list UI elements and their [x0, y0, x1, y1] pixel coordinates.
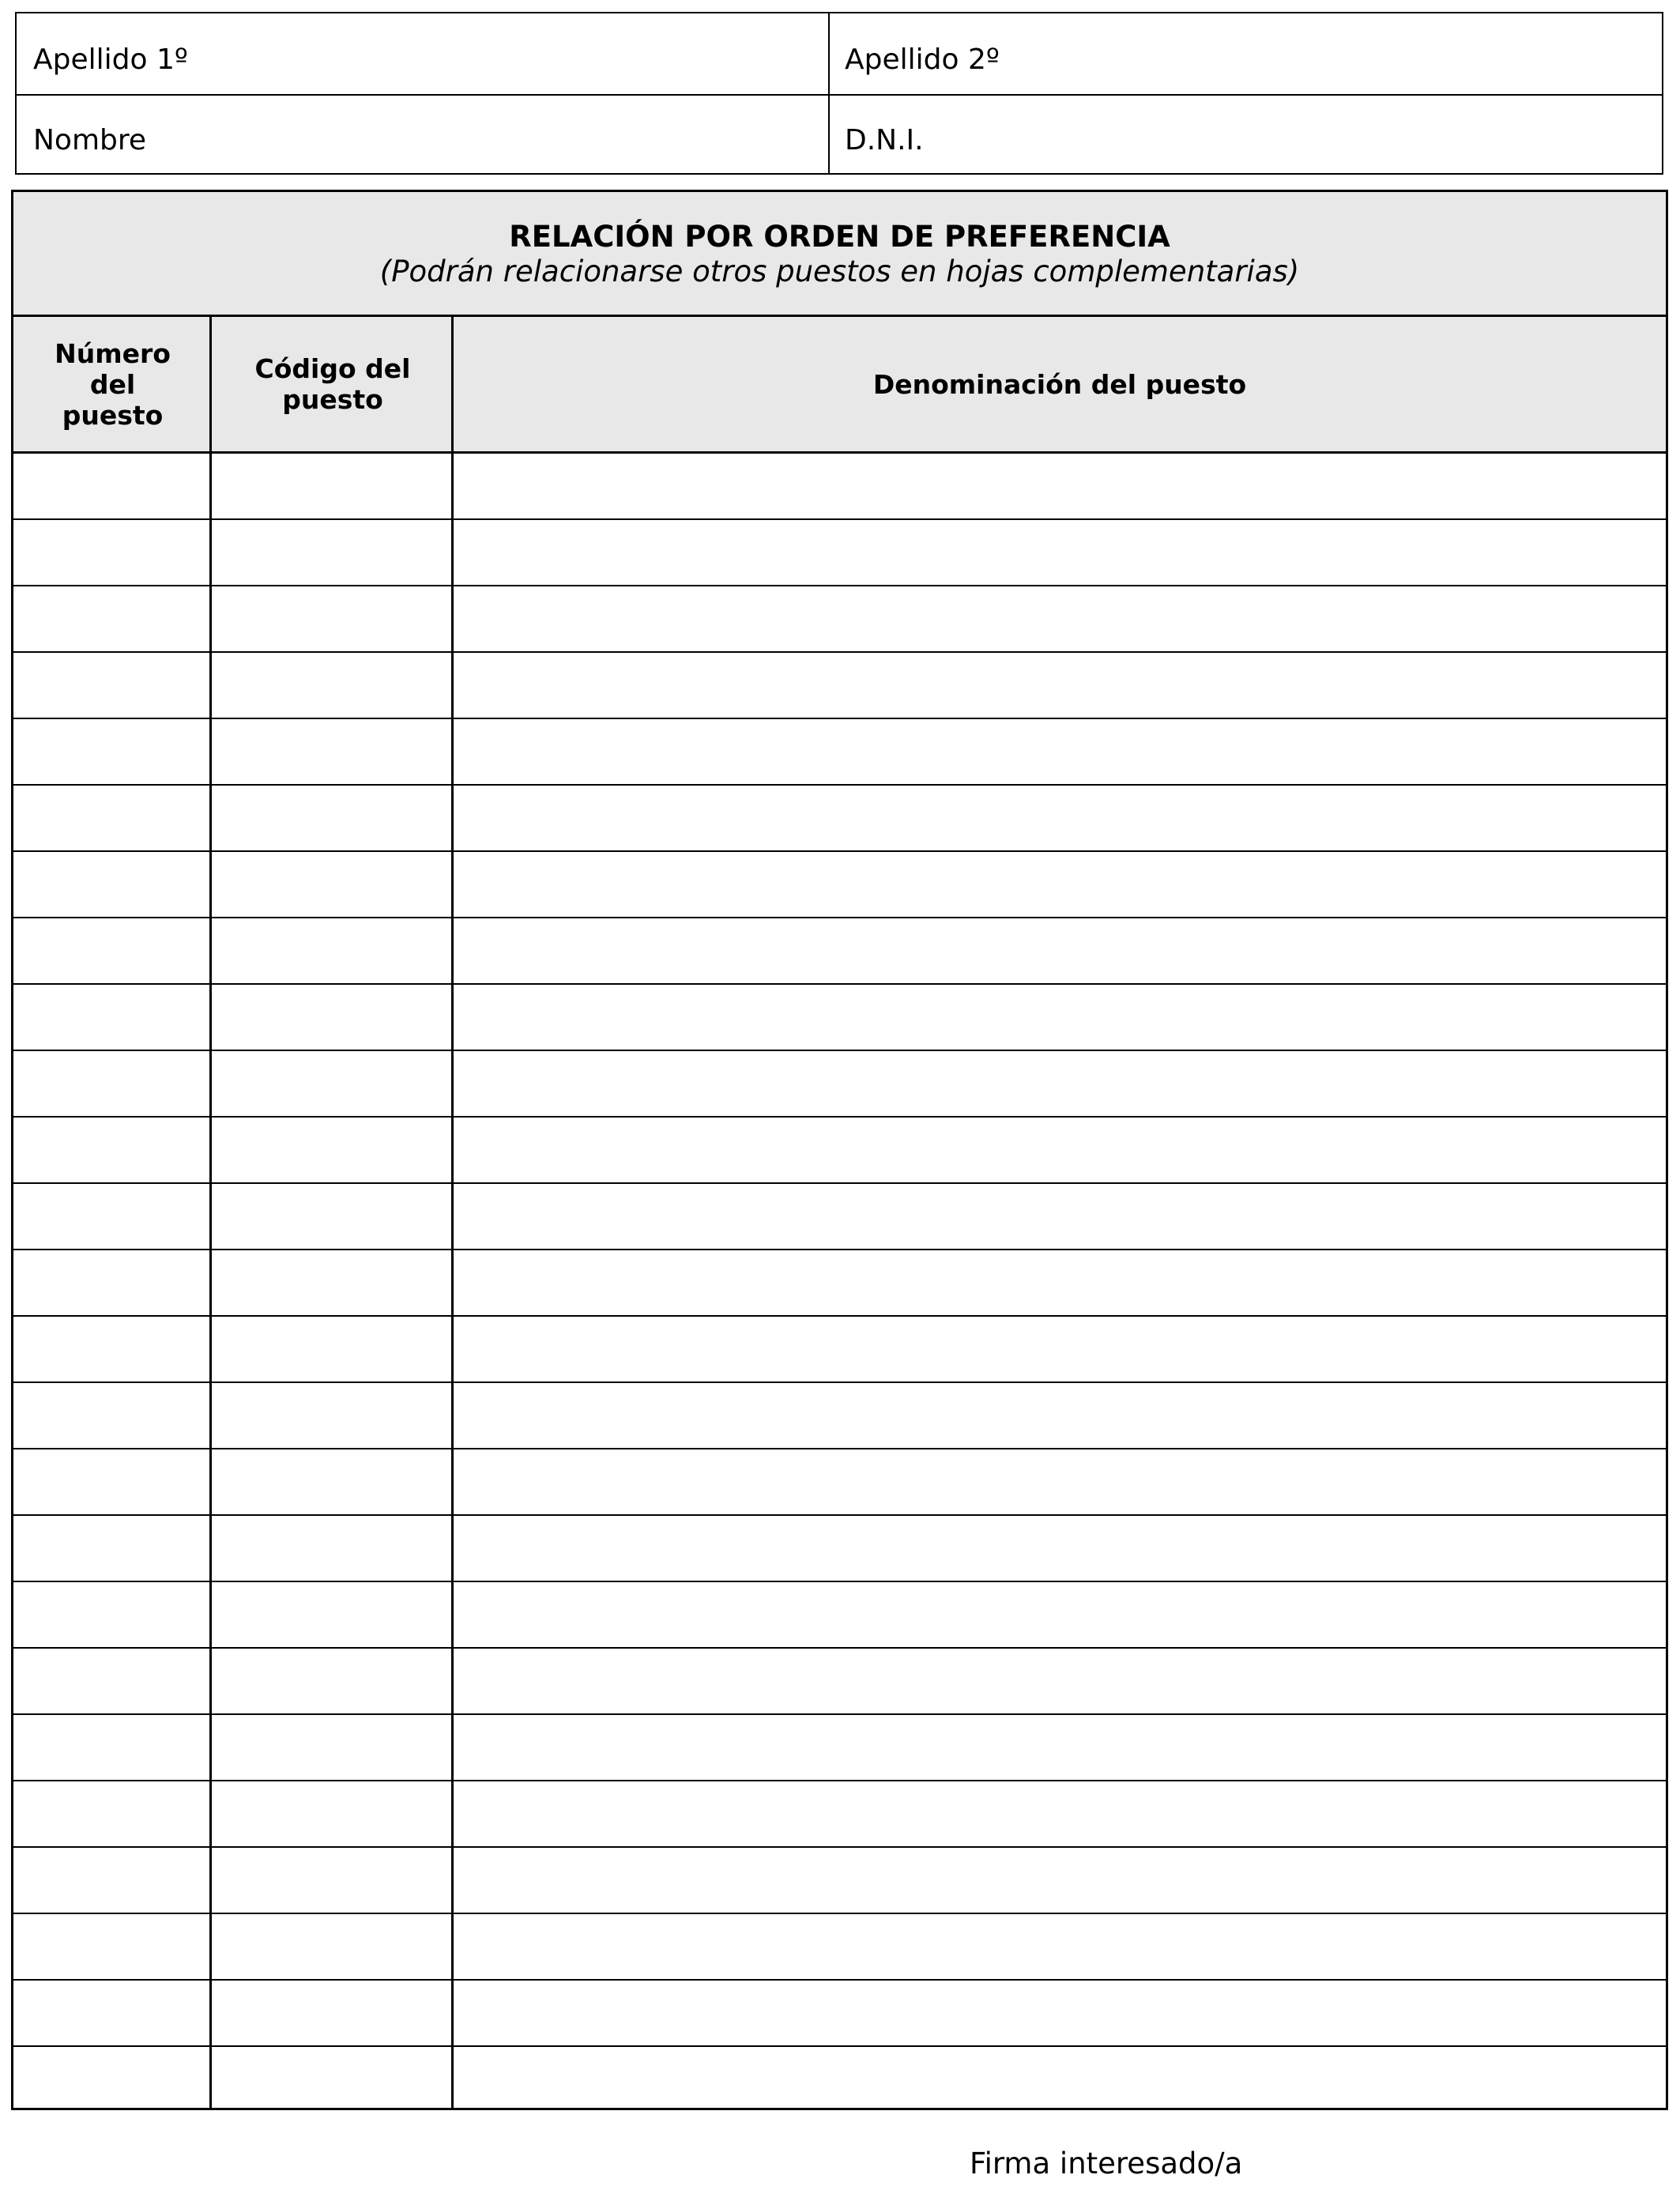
- cell-codigo[interactable]: [212, 2047, 454, 2113]
- table-row: [13, 1981, 1666, 2047]
- column-divider-2: [451, 317, 454, 2108]
- cell-numero[interactable]: [13, 1118, 212, 1182]
- dni-field[interactable]: D.N.I.: [845, 124, 924, 156]
- cell-codigo[interactable]: [212, 1250, 454, 1315]
- cell-denominacion[interactable]: [454, 786, 1666, 850]
- cell-codigo[interactable]: [212, 1516, 454, 1581]
- nombre-field[interactable]: Nombre: [33, 124, 147, 156]
- cell-denominacion[interactable]: [454, 2047, 1666, 2113]
- apellido2-field[interactable]: Apellido 2º: [845, 43, 1000, 76]
- cell-codigo[interactable]: [212, 786, 454, 850]
- cell-numero[interactable]: [13, 1981, 212, 2045]
- cell-codigo[interactable]: [212, 1981, 454, 2045]
- cell-denominacion[interactable]: [454, 1981, 1666, 2045]
- cell-numero[interactable]: [13, 1250, 212, 1315]
- cell-denominacion[interactable]: [454, 1781, 1666, 1846]
- cell-denominacion[interactable]: [454, 1051, 1666, 1116]
- table-row: [13, 1449, 1666, 1516]
- preference-table-header: [13, 317, 1666, 454]
- cell-denominacion[interactable]: [454, 1715, 1666, 1780]
- cell-denominacion[interactable]: [454, 1250, 1666, 1315]
- personal-row-divider: [17, 94, 1662, 96]
- cell-codigo[interactable]: [212, 1383, 454, 1448]
- cell-numero[interactable]: [13, 1848, 212, 1913]
- cell-codigo[interactable]: [212, 1914, 454, 1979]
- cell-denominacion[interactable]: [454, 1582, 1666, 1647]
- table-row: [13, 1649, 1666, 1715]
- cell-codigo[interactable]: [212, 1118, 454, 1182]
- cell-numero[interactable]: [13, 586, 212, 651]
- column-header-denominacion: Denominación del puesto: [872, 368, 1247, 400]
- cell-numero[interactable]: [13, 1383, 212, 1448]
- cell-numero[interactable]: [13, 1051, 212, 1116]
- preference-table-title: RELACIÓN POR ORDEN DE PREFERENCIA: [509, 220, 1170, 254]
- signature-label: Firma interesado/a: [970, 2147, 1243, 2181]
- cell-numero[interactable]: [13, 1914, 212, 1979]
- cell-numero[interactable]: [13, 786, 212, 850]
- table-row: [13, 1250, 1666, 1317]
- table-row: [13, 586, 1666, 653]
- table-row: [13, 1781, 1666, 1848]
- cell-codigo[interactable]: [212, 520, 454, 585]
- table-row: [13, 1848, 1666, 1914]
- cell-codigo[interactable]: [212, 1582, 454, 1647]
- apellido1-field[interactable]: Apellido 1º: [33, 43, 188, 76]
- cell-denominacion[interactable]: [454, 1449, 1666, 1514]
- preference-table-title-block: [13, 192, 1666, 317]
- personal-column-divider: [828, 13, 830, 173]
- cell-denominacion[interactable]: [454, 985, 1666, 1050]
- cell-numero[interactable]: [13, 852, 212, 917]
- cell-numero[interactable]: [13, 1184, 212, 1249]
- cell-codigo[interactable]: [212, 653, 454, 718]
- cell-denominacion[interactable]: [454, 454, 1666, 518]
- cell-codigo[interactable]: [212, 918, 454, 983]
- cell-codigo[interactable]: [212, 1649, 454, 1713]
- cell-numero[interactable]: [13, 1582, 212, 1647]
- cell-numero[interactable]: [13, 1781, 212, 1846]
- cell-codigo[interactable]: [212, 719, 454, 784]
- cell-denominacion[interactable]: [454, 586, 1666, 651]
- cell-codigo[interactable]: [212, 985, 454, 1050]
- column-header-codigo: Código del puesto: [254, 353, 411, 415]
- cell-codigo[interactable]: [212, 1781, 454, 1846]
- cell-numero[interactable]: [13, 719, 212, 784]
- cell-codigo[interactable]: [212, 1848, 454, 1913]
- table-row: [13, 719, 1666, 786]
- cell-codigo[interactable]: [212, 1051, 454, 1116]
- table-row: [13, 1715, 1666, 1781]
- table-row: [13, 1184, 1666, 1250]
- cell-denominacion[interactable]: [454, 1118, 1666, 1182]
- cell-numero[interactable]: [13, 520, 212, 585]
- table-row: [13, 2047, 1666, 2113]
- cell-numero[interactable]: [13, 1649, 212, 1713]
- table-row: [13, 1383, 1666, 1449]
- table-row: [13, 1317, 1666, 1383]
- table-row: [13, 918, 1666, 985]
- cell-denominacion[interactable]: [454, 852, 1666, 917]
- personal-data-box: [15, 12, 1663, 175]
- cell-numero[interactable]: [13, 1449, 212, 1514]
- cell-numero[interactable]: [13, 454, 212, 518]
- cell-codigo[interactable]: [212, 454, 454, 518]
- table-row: [13, 1582, 1666, 1649]
- table-row: [13, 786, 1666, 852]
- cell-denominacion[interactable]: [454, 1848, 1666, 1913]
- preference-table: [11, 190, 1668, 2110]
- column-divider-1: [209, 317, 212, 2108]
- table-row: [13, 1051, 1666, 1118]
- table-row: [13, 653, 1666, 719]
- table-row: [13, 852, 1666, 918]
- cell-denominacion[interactable]: [454, 1317, 1666, 1381]
- preference-table-subtitle: (Podrán relacionarse otros puestos en hojas complementarias): [379, 254, 1300, 288]
- cell-numero[interactable]: [13, 2047, 212, 2113]
- cell-denominacion[interactable]: [454, 1383, 1666, 1448]
- cell-numero[interactable]: [13, 1516, 212, 1581]
- cell-denominacion[interactable]: [454, 1914, 1666, 1979]
- cell-denominacion[interactable]: [454, 1184, 1666, 1249]
- cell-denominacion[interactable]: [454, 520, 1666, 585]
- cell-numero[interactable]: [13, 918, 212, 983]
- cell-denominacion[interactable]: [454, 653, 1666, 718]
- table-row: [13, 454, 1666, 520]
- table-row: [13, 1516, 1666, 1582]
- table-row: [13, 520, 1666, 586]
- table-row: [13, 1118, 1666, 1184]
- cell-codigo[interactable]: [212, 586, 454, 651]
- cell-codigo[interactable]: [212, 1449, 454, 1514]
- cell-denominacion[interactable]: [454, 1649, 1666, 1713]
- cell-denominacion[interactable]: [454, 918, 1666, 983]
- cell-numero[interactable]: [13, 653, 212, 718]
- cell-numero[interactable]: [13, 1317, 212, 1381]
- cell-numero[interactable]: [13, 1715, 212, 1780]
- preference-table-body: [13, 454, 1666, 2113]
- cell-codigo[interactable]: [212, 1184, 454, 1249]
- column-header-numero: Número del puesto: [55, 337, 171, 431]
- table-row: [13, 1914, 1666, 1981]
- cell-codigo[interactable]: [212, 1317, 454, 1381]
- cell-numero[interactable]: [13, 985, 212, 1050]
- cell-denominacion[interactable]: [454, 719, 1666, 784]
- cell-codigo[interactable]: [212, 852, 454, 917]
- cell-codigo[interactable]: [212, 1715, 454, 1780]
- table-row: [13, 985, 1666, 1051]
- cell-denominacion[interactable]: [454, 1516, 1666, 1581]
